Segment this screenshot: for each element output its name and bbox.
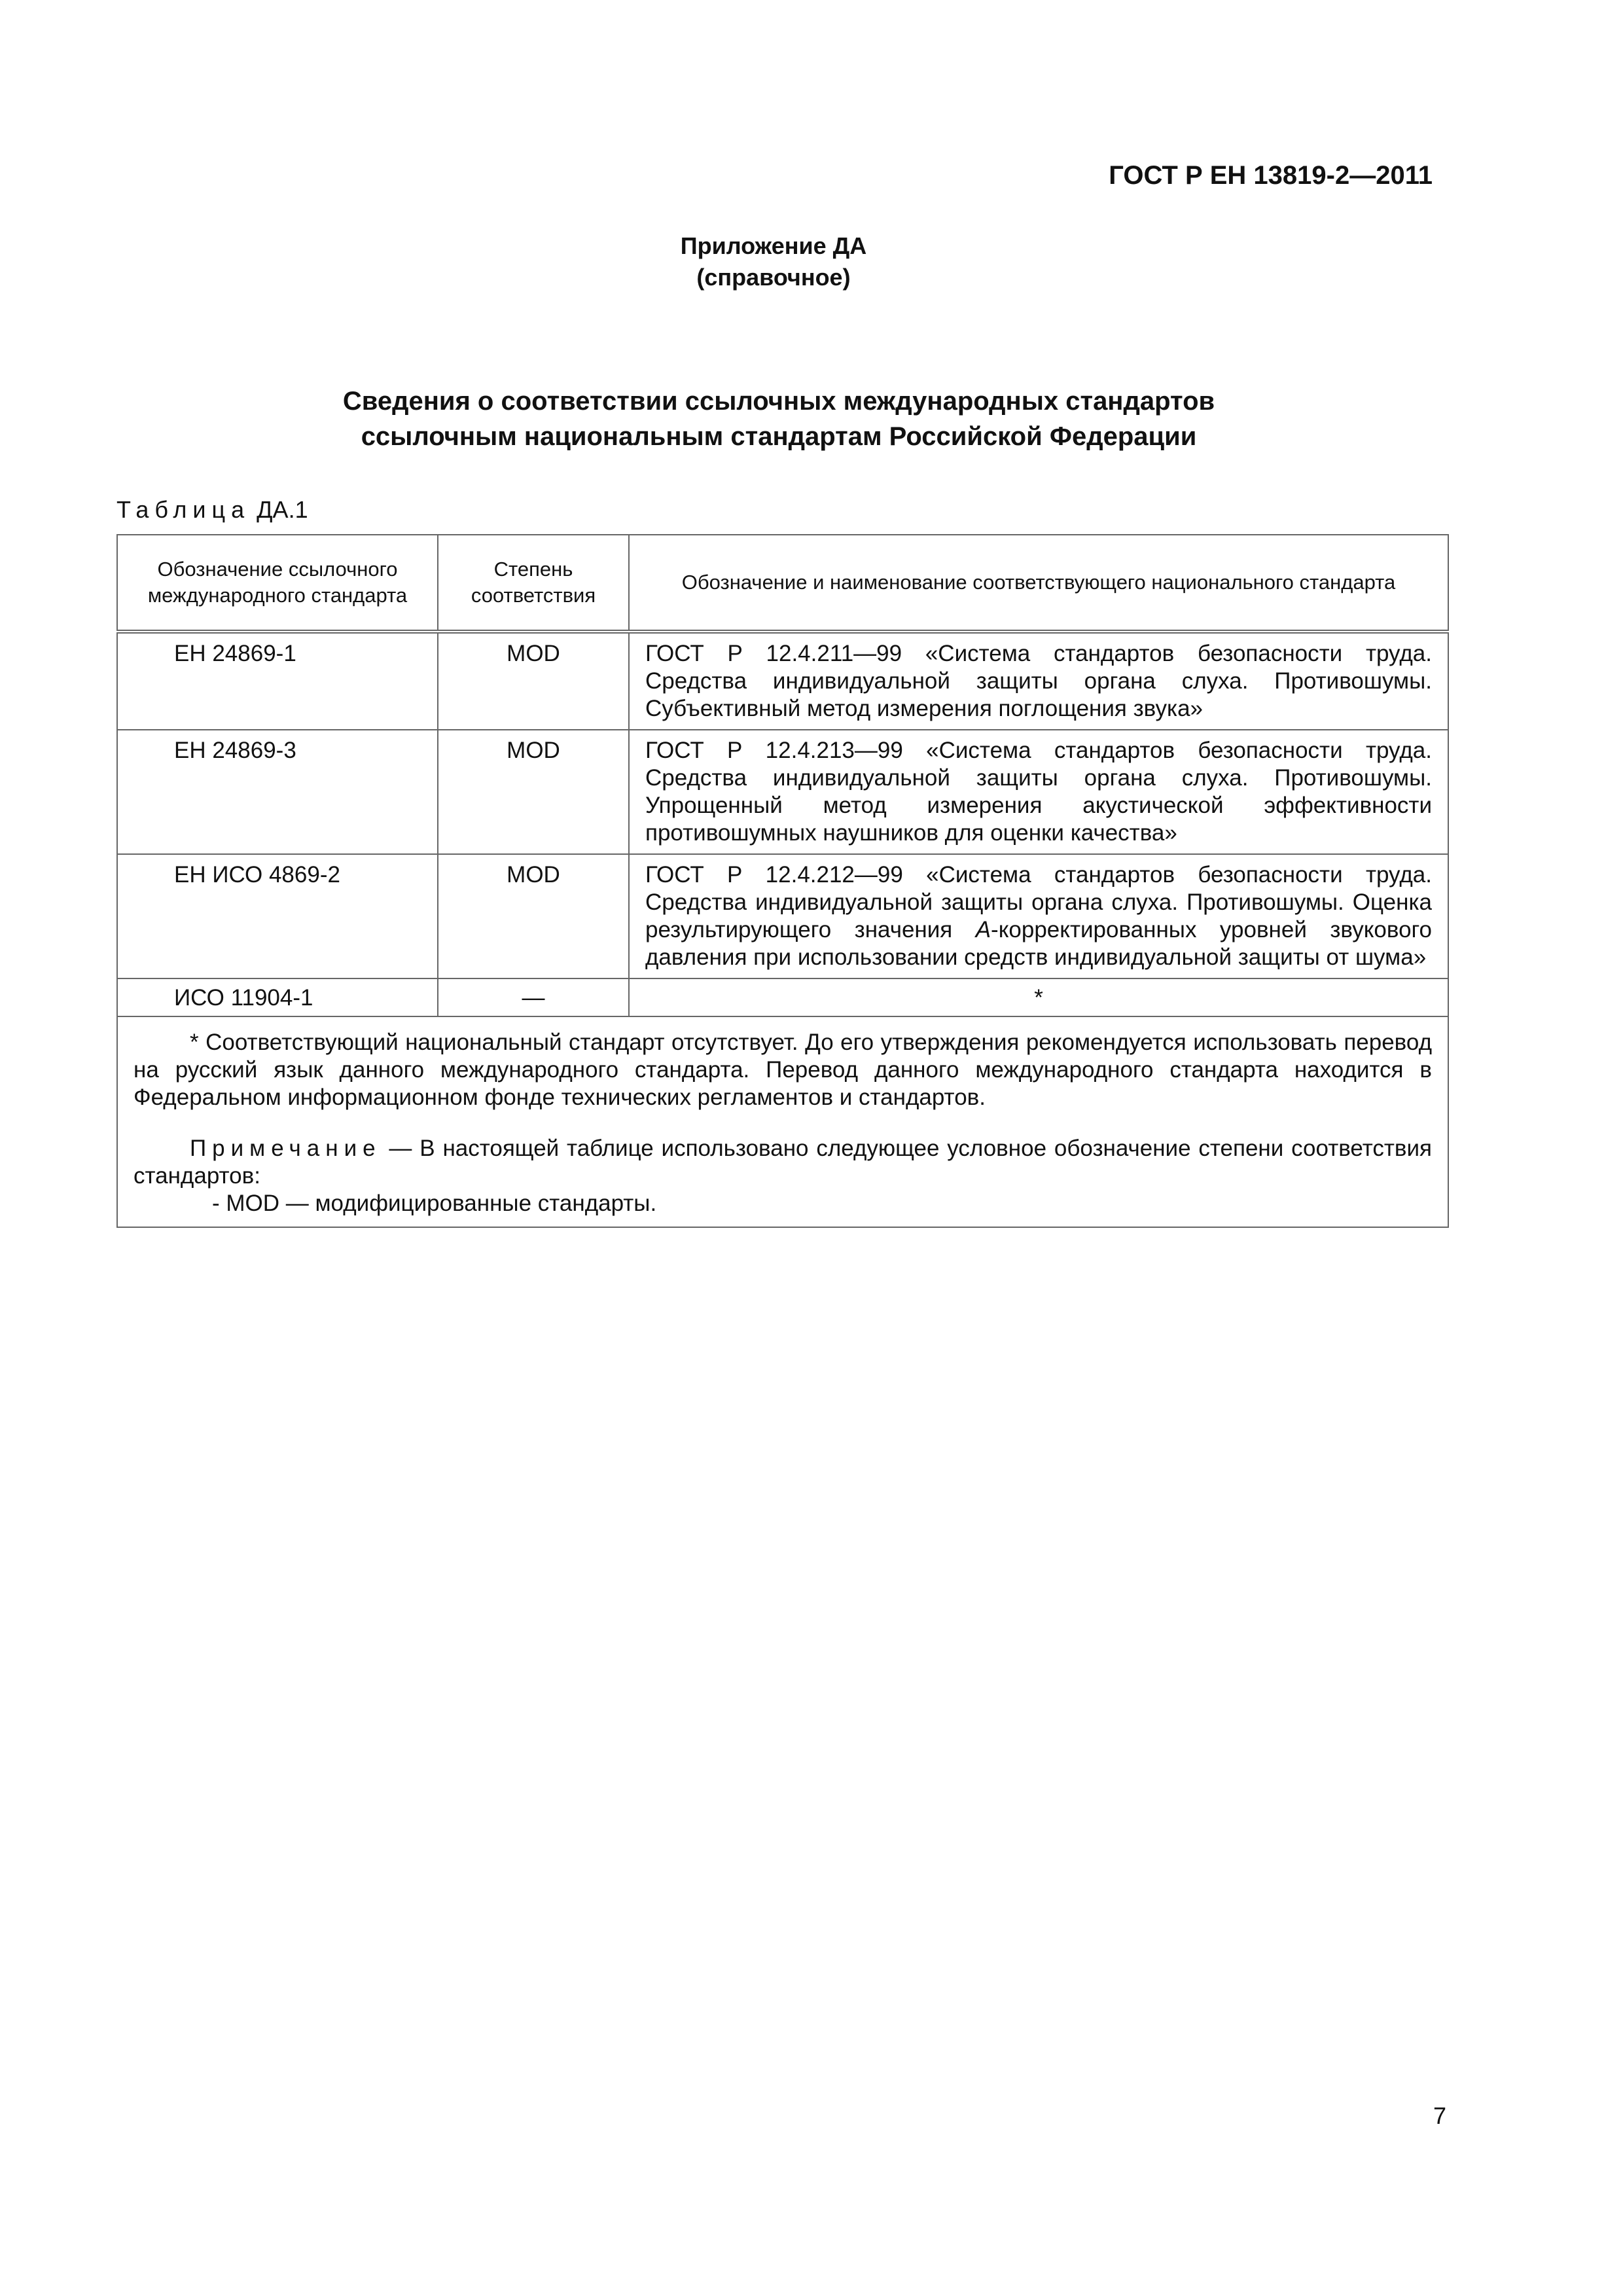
section-title bbox=[0, 384, 1558, 454]
note-label: Примечание bbox=[190, 1136, 382, 1161]
note-list-item: - MOD — модифицированные стандарты. bbox=[212, 1191, 657, 1216]
table-row bbox=[117, 632, 1448, 730]
note-text: — В настоящей таблице использовано следующее условное обозначение степени соответствия стандартов: bbox=[134, 1136, 1432, 1189]
row-degree: MOD bbox=[438, 632, 629, 730]
row-degree: — bbox=[438, 978, 629, 1016]
table-caption-word: Таблица bbox=[116, 496, 251, 523]
header-international-standard: Обозначение ссылочного международного стандарта bbox=[117, 535, 438, 632]
table-header-row bbox=[117, 535, 1448, 632]
section-title-line-2: ссылочным национальным стандартам Российской Федерации bbox=[361, 422, 1197, 451]
standards-table bbox=[116, 534, 1449, 1228]
row-name-part-1: ГОСТ Р 12.4.212—99 «Система стандартов безопасности труда. Средства индивидуальной защиты органа слуха. Противошумы. Оценка результирующего значения bbox=[645, 862, 1432, 942]
row-name-italic: А bbox=[975, 917, 991, 942]
footnote: * Соответствующий национальный стандарт отсутствует. До его утверждения рекомендуется использовать перевод на русский язык данного международного стандарта. Перевод данного международного стандарта находится в Федеральном информационном фонде технических регламентов и стандартов. bbox=[134, 1030, 1432, 1110]
row-code: ИСО 11904-1 bbox=[117, 978, 438, 1016]
appendix-type: (справочное) bbox=[696, 264, 851, 291]
row-code: ЕН ИСО 4869-2 bbox=[117, 854, 438, 978]
table-row bbox=[117, 854, 1448, 978]
row-degree: MOD bbox=[438, 854, 629, 978]
table-row bbox=[117, 730, 1448, 854]
row-national-standard: ГОСТ Р 12.4.213—99 «Система стандартов безопасности труда. Средства индивидуальной защиты органа слуха. Противошумы. Упрощенный метод измерения акустической эффективности противошумных наушников для оценки качества» bbox=[629, 730, 1448, 854]
row-degree: MOD bbox=[438, 730, 629, 854]
row-national-standard: * bbox=[629, 978, 1448, 1016]
note bbox=[134, 1135, 1432, 1190]
table-row bbox=[117, 978, 1448, 1016]
section-title-line-1: Сведения о соответствии ссылочных международных стандартов bbox=[342, 387, 1215, 416]
page-number: 7 bbox=[1433, 2102, 1446, 2129]
table-caption-number: ДА.1 bbox=[257, 496, 308, 523]
header-national-standard: Обозначение и наименование соответствующего национального стандарта bbox=[629, 535, 1448, 632]
table-caption bbox=[116, 496, 308, 524]
row-national-standard bbox=[629, 854, 1448, 978]
header-degree: Степень соответствия bbox=[438, 535, 629, 632]
document-code: ГОСТ Р ЕН 13819-2—2011 bbox=[1109, 161, 1433, 190]
table-footer-row bbox=[117, 1016, 1448, 1227]
table-footer bbox=[117, 1016, 1448, 1227]
row-code: ЕН 24869-3 bbox=[117, 730, 438, 854]
row-code: ЕН 24869-1 bbox=[117, 632, 438, 730]
row-name-part-2: -корректированных уровней звукового давления при использовании средств индивидуальной защиты от шума» bbox=[645, 917, 1432, 970]
row-national-standard: ГОСТ Р 12.4.211—99 «Система стандартов безопасности труда. Средства индивидуальной защиты органа слуха. Противошумы. Субъективный метод измерения поглощения звука» bbox=[629, 632, 1448, 730]
appendix-title: Приложение ДА bbox=[680, 232, 867, 259]
